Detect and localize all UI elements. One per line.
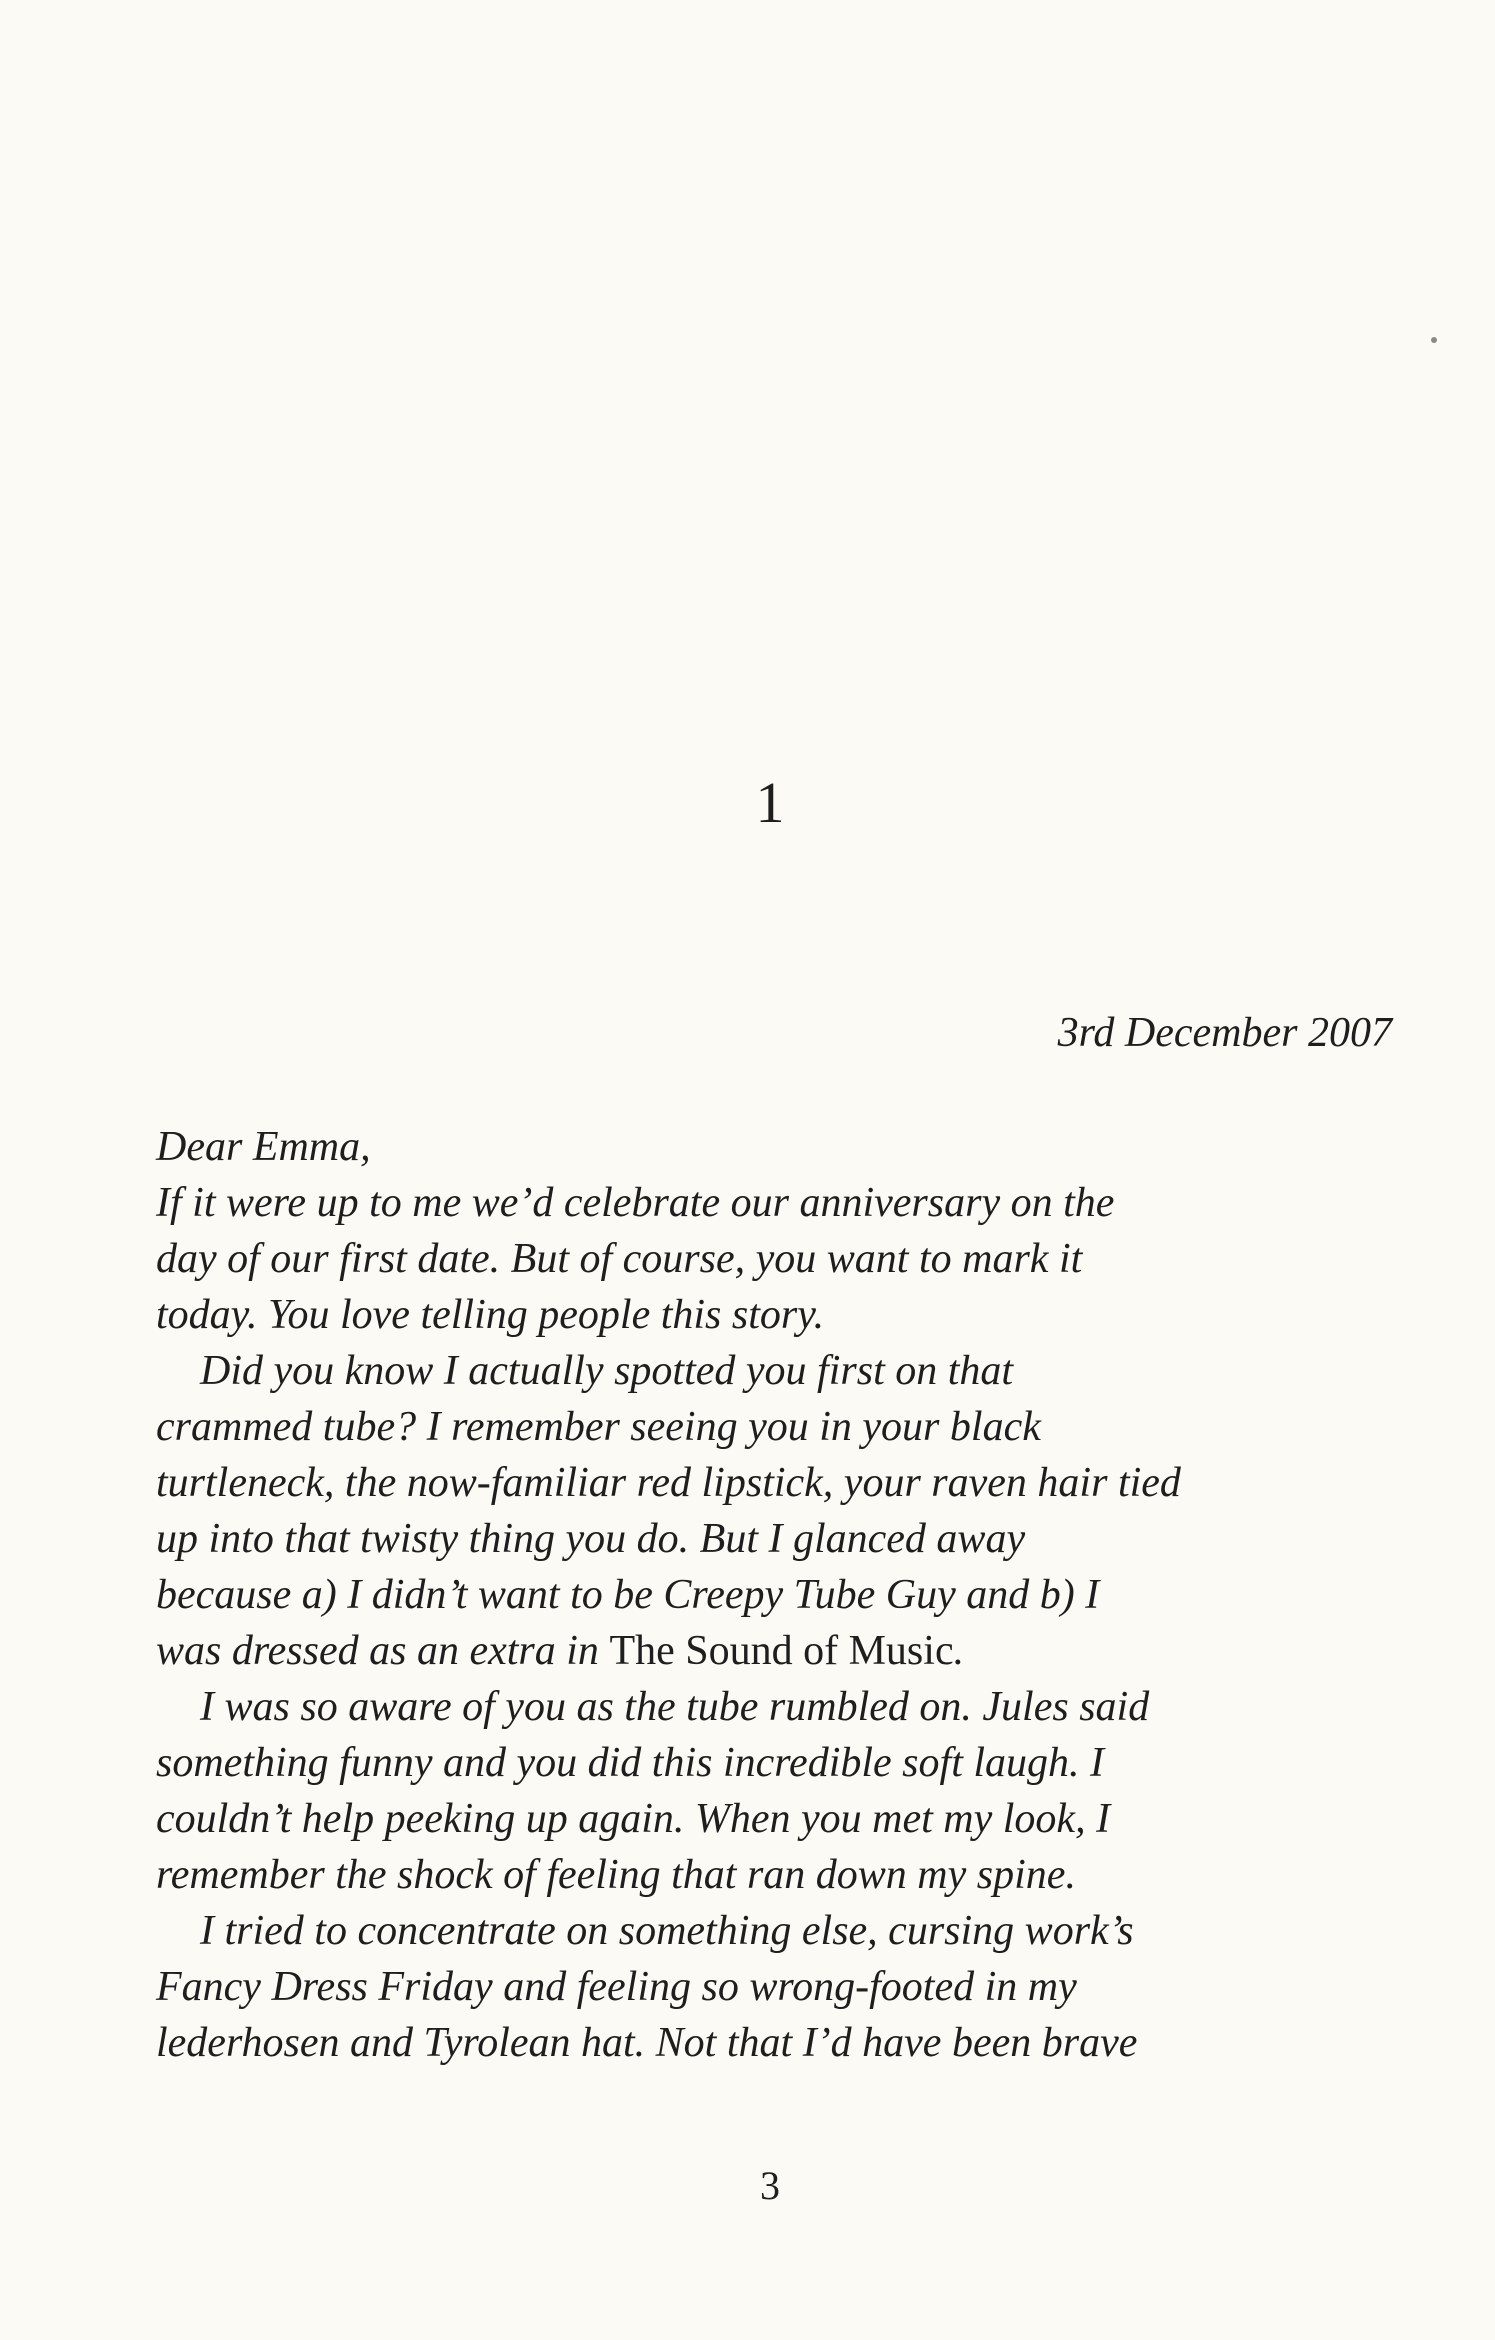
letter-line	[156, 1119, 1396, 1175]
line-text: day of our first date. But of course, you want to mark it	[156, 1236, 1083, 1282]
letter-line	[156, 1399, 1396, 1455]
line-text: because a) I didn’t want to be Creepy Tube Guy and b) I	[156, 1572, 1100, 1618]
letter-line	[156, 1903, 1396, 1959]
letter-line	[156, 1343, 1396, 1399]
letter-line	[156, 2015, 1396, 2071]
chapter-number: 1	[755, 770, 785, 835]
title-reference: The Sound of Music	[609, 1628, 954, 1674]
line-text: I was so aware of you as the tube rumbled on. Jules said	[200, 1684, 1150, 1730]
line-text: was dressed as an extra in	[156, 1628, 610, 1674]
line-text: remember the shock of feeling that ran down my spine.	[156, 1852, 1076, 1898]
letter-date: 3rd December 2007	[1057, 1010, 1392, 1056]
letter-line	[156, 1959, 1396, 2015]
letter-line	[156, 1287, 1396, 1343]
letter-body	[156, 1119, 1396, 2071]
line-text: today. You love telling people this story.	[156, 1292, 825, 1338]
line-text: Dear Emma,	[156, 1124, 371, 1170]
line-text: Fancy Dress Friday and feeling so wrong-footed in my	[156, 1964, 1077, 2010]
letter-line	[156, 1847, 1396, 1903]
line-text: turtleneck, the now-familiar red lipstick, your raven hair tied	[156, 1460, 1181, 1506]
letter-line	[156, 1175, 1396, 1231]
line-text: .	[953, 1628, 965, 1674]
letter-line	[156, 1511, 1396, 1567]
letter-line	[156, 1455, 1396, 1511]
line-text: crammed tube? I remember seeing you in your black	[156, 1404, 1041, 1450]
letter-line	[156, 1231, 1396, 1287]
letter-line	[156, 1791, 1396, 1847]
line-text: lederhosen and Tyrolean hat. Not that I’d have been brave	[156, 2020, 1138, 2066]
letter-line	[156, 1567, 1396, 1623]
line-text: couldn’t help peeking up again. When you met my look, I	[156, 1796, 1111, 1842]
line-text: up into that twisty thing you do. But I glanced away	[156, 1516, 1026, 1562]
line-text: something funny and you did this incredible soft laugh. I	[156, 1740, 1105, 1786]
letter-line	[156, 1623, 1396, 1679]
line-text: I tried to concentrate on something else, cursing work’s	[200, 1908, 1134, 1954]
line-text: Did you know I actually spotted you first on that	[200, 1348, 1014, 1394]
letter-line	[156, 1679, 1396, 1735]
print-speck	[1431, 337, 1437, 343]
page-number: 3	[760, 2163, 780, 2208]
line-text: If it were up to me we’d celebrate our anniversary on the	[156, 1180, 1115, 1226]
letter-line	[156, 1735, 1396, 1791]
